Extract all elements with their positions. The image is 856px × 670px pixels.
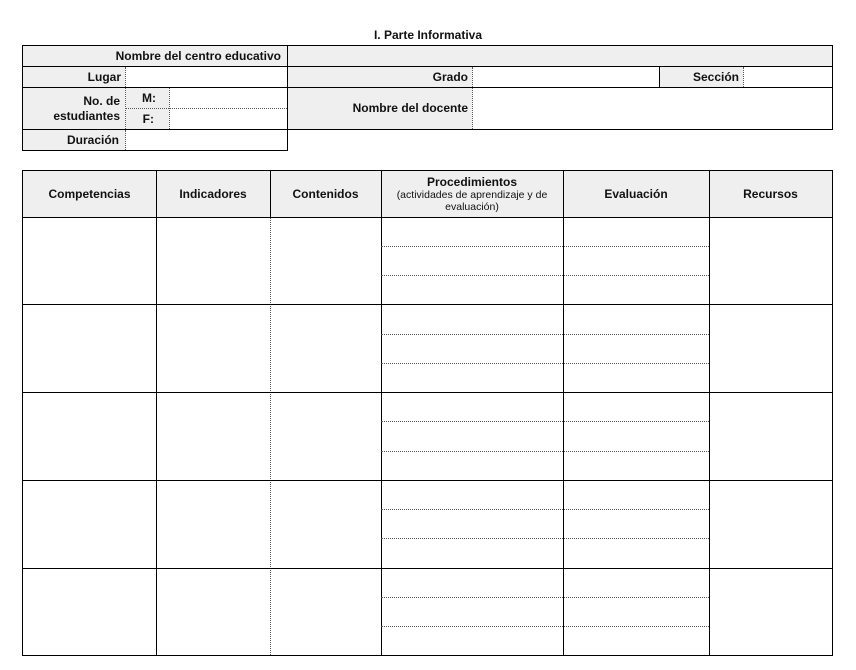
students-label — [23, 94, 120, 124]
column-divider — [270, 218, 271, 655]
female-count-field[interactable] — [170, 109, 287, 129]
header-indicadores: Indicadores — [179, 187, 247, 201]
column-divider — [563, 171, 564, 655]
sub-row-divider — [381, 334, 709, 335]
column-divider — [156, 171, 157, 655]
sub-row-divider — [381, 538, 709, 539]
header-procedimientos-sub: (actividades de aprendizaje y de evaluación) — [396, 188, 548, 213]
students-teacher-row — [22, 87, 833, 130]
row-divider — [23, 568, 832, 569]
male-count-field[interactable] — [170, 88, 287, 108]
grade-field[interactable] — [473, 67, 659, 87]
section-label: Sección — [692, 70, 739, 84]
school-label: Nombre del centro educativo — [115, 49, 281, 63]
row-divider — [23, 304, 832, 305]
header-procedimientos-title: Procedimientos — [426, 174, 518, 189]
place-label: Lugar — [87, 70, 121, 84]
duration-row — [22, 129, 288, 151]
sub-row-divider — [381, 421, 709, 422]
duration-field[interactable] — [126, 130, 287, 150]
students-label-line2: estudiantes — [53, 109, 120, 123]
place-grade-row — [22, 66, 833, 88]
sub-row-divider — [381, 509, 709, 510]
section-field[interactable] — [744, 67, 832, 87]
page-title: I. Parte Informativa — [373, 28, 483, 42]
header-contenidos: Contenidos — [292, 187, 359, 201]
column-divider — [270, 171, 271, 218]
sub-row-divider — [381, 363, 709, 364]
duration-label: Duración — [66, 133, 119, 147]
sub-row-divider — [381, 597, 709, 598]
sub-row-divider — [381, 246, 709, 247]
column-divider — [709, 171, 710, 655]
school-field[interactable] — [288, 46, 832, 66]
header-recursos: Recursos — [743, 187, 798, 201]
planning-table — [22, 170, 833, 656]
column-divider — [381, 171, 382, 655]
sub-row-divider — [381, 626, 709, 627]
place-field[interactable] — [126, 67, 287, 87]
sub-row-divider — [381, 451, 709, 452]
students-label-line1: No. de — [83, 94, 120, 108]
teacher-field[interactable] — [473, 88, 832, 129]
teacher-label: Nombre del docente — [352, 101, 468, 115]
male-label: M: — [142, 91, 156, 105]
school-row — [22, 45, 833, 67]
sub-row-divider — [381, 275, 709, 276]
header-evaluacion: Evaluación — [604, 187, 668, 201]
grade-label: Grado — [432, 70, 468, 84]
row-divider — [23, 392, 832, 393]
header-competencias: Competencias — [48, 187, 131, 201]
female-label: F: — [142, 112, 154, 126]
row-divider — [23, 480, 832, 481]
